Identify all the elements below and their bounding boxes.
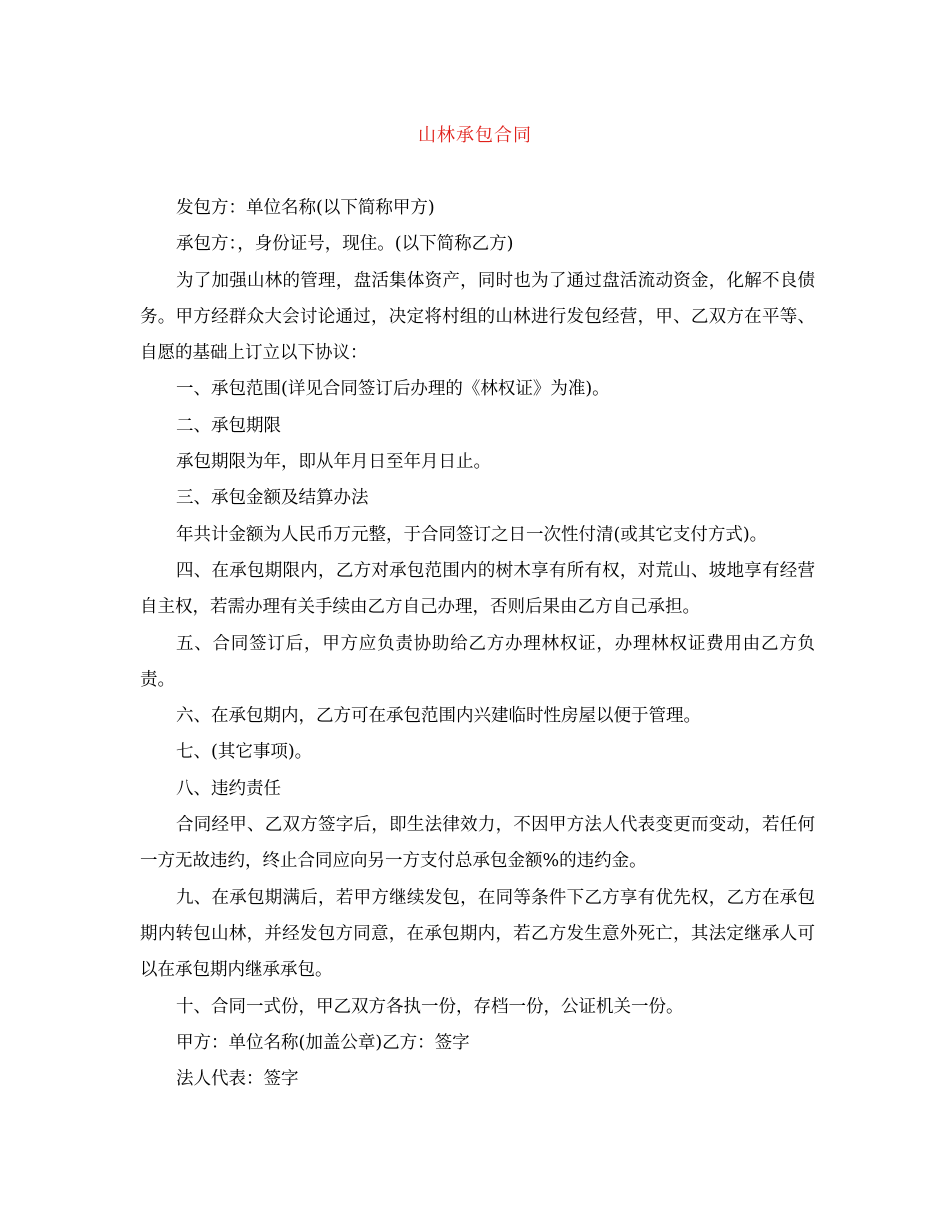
paragraph-clause-9: 九、在承包期满后，若甲方继续发包，在同等条件下乙方享有优先权，乙方在承包期内转包山林，并经发包方同意，在承包期内，若乙方发生意外死亡，其法定继承人可以在承包期内继承承包。: [140, 887, 815, 981]
paragraph-clause-3-heading: 三、承包金额及结算办法: [176, 488, 369, 509]
paragraph-clause-3-body: 年共计金额为人民币万元整，于合同签订之日一次性付清(或其它支付方式)。: [176, 524, 768, 545]
paragraph-clause-5: 五、合同签订后，甲方应负责协助给乙方办理林权证，办理林权证费用由乙方负责。: [140, 633, 815, 690]
document-body: [140, 190, 815, 1097]
paragraph-signature-legal-rep: 法人代表：签字: [176, 1069, 299, 1090]
paragraph-clause-10: 十、合同一式份，甲乙双方各执一份，存档一份，公证机关一份。: [176, 996, 684, 1017]
paragraph-clause-8-body: 合同经甲、乙双方签字后，即生法律效力，不因甲方法人代表变更而变动，若任何一方无故违约，终止合同应向另一方支付总承包金额%的违约金。: [140, 815, 815, 872]
paragraph-clause-4: 四、在承包期限内，乙方对承包范围内的树木享有所有权，对荒山、坡地享有经营自主权，若需办理有关手续由乙方自己办理，否则后果由乙方自己承担。: [140, 560, 815, 618]
paragraph-party-a: 发包方：单位名称(以下简称甲方): [176, 198, 435, 218]
paragraph-party-b: 承包方：，身份证号，现住。(以下简称乙方): [176, 234, 514, 255]
paragraph-clause-1: 一、承包范围(详见合同签订后办理的《林权证》为准)。: [176, 379, 610, 400]
paragraph-preamble: 为了加强山林的管理，盘活集体资产，同时也为了通过盘活流动资金，化解不良债务。甲方经群众大会讨论通过，决定将村组的山林进行发包经营，甲、乙双方在平等、自愿的基础上订立以下协议：: [140, 270, 815, 364]
paragraph-clause-2-body: 承包期限为年，即从年月日至年月日止。: [176, 452, 491, 473]
paragraph-signature-parties: 甲方：单位名称(加盖公章)乙方：签字: [176, 1032, 470, 1053]
document-title: 山林承包合同: [418, 125, 532, 146]
paragraph-clause-2-heading: 二、承包期限: [176, 415, 281, 436]
paragraph-clause-7: 七、(其它事项)。: [176, 742, 313, 763]
paragraph-clause-6: 六、在承包期内，乙方可在承包范围内兴建临时性房屋以便于管理。: [176, 706, 701, 727]
paragraph-clause-8-heading: 八、违约责任: [176, 778, 281, 799]
